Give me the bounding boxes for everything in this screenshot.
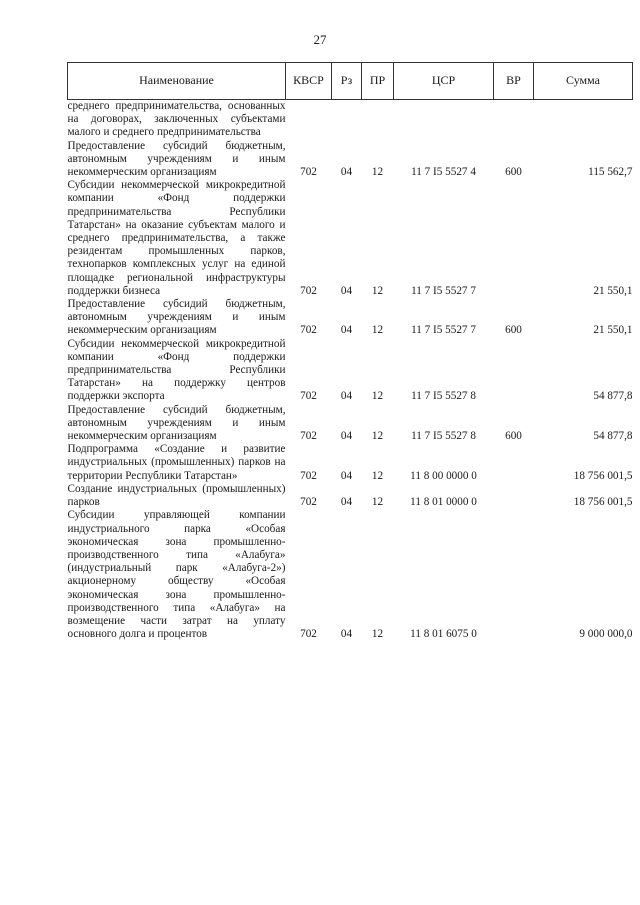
header-pr: ПР bbox=[362, 63, 394, 100]
cell-vr: 600 bbox=[505, 324, 522, 337]
page-number: 27 bbox=[313, 32, 327, 47]
cell-csr: 11 8 01 6075 0 bbox=[410, 628, 477, 641]
table-row bbox=[68, 100, 633, 140]
header-vr: ВР bbox=[494, 63, 534, 100]
cell-rz: 04 bbox=[340, 284, 353, 297]
cell-pr: 12 bbox=[371, 324, 384, 337]
cell-pr: 12 bbox=[371, 469, 384, 482]
cell-kvsr: 702 bbox=[300, 166, 317, 179]
cell-kvsr bbox=[286, 100, 332, 140]
cell-name: Субсидии некоммерческой микрокредитной компании «Фонд поддержки предпринимательства Республики Татарстан» на поддержку центров поддержки экспорта bbox=[67, 337, 286, 403]
cell-sum: 54 877,8 bbox=[593, 390, 633, 403]
cell-name: среднего предпринимательства, основанных на договорах, заключенных субъектами малого и среднего предпринимательства bbox=[67, 100, 286, 139]
table-row bbox=[68, 179, 633, 298]
table-header-row bbox=[68, 63, 633, 100]
cell-csr: 11 7 I5 5527 7 bbox=[411, 284, 476, 297]
cell-sum: 21 550,1 bbox=[593, 324, 633, 337]
table-row bbox=[68, 509, 633, 641]
cell-name: Подпрограмма «Создание и развитие индустриальных (промышленных) парков на территории Республики Татарстан» bbox=[67, 443, 286, 482]
cell-rz: 04 bbox=[340, 324, 353, 337]
cell-csr: 11 7 I5 5527 7 bbox=[411, 324, 476, 337]
cell-rz: 04 bbox=[340, 469, 353, 482]
cell-rz: 04 bbox=[340, 496, 353, 509]
cell-vr bbox=[494, 100, 534, 140]
cell-sum: 54 877,8 bbox=[593, 430, 633, 443]
cell-sum: 18 756 001,5 bbox=[573, 496, 633, 509]
cell-csr: 11 8 01 0000 0 bbox=[410, 496, 477, 509]
cell-name: Предоставление субсидий бюджетным, автономным учреждениям и иным некоммерческим организациям bbox=[67, 298, 286, 337]
cell-pr: 12 bbox=[371, 284, 384, 297]
cell-pr: 12 bbox=[371, 496, 384, 509]
cell-rz: 04 bbox=[340, 390, 353, 403]
cell-pr: 12 bbox=[371, 390, 384, 403]
cell-name: Предоставление субсидий бюджетным, автономным учреждениям и иным некоммерческим организациям bbox=[67, 139, 286, 179]
cell-kvsr: 702 bbox=[300, 390, 317, 403]
cell-csr: 11 8 00 0000 0 bbox=[410, 469, 477, 482]
cell-kvsr: 702 bbox=[300, 430, 317, 443]
cell-kvsr: 702 bbox=[300, 469, 317, 482]
table-row bbox=[68, 338, 633, 404]
cell-sum bbox=[534, 100, 633, 140]
table-row bbox=[68, 140, 633, 180]
table-row bbox=[68, 404, 633, 444]
cell-csr bbox=[394, 100, 494, 140]
cell-pr: 12 bbox=[371, 166, 384, 179]
header-name: Наименование bbox=[68, 63, 286, 100]
cell-kvsr: 702 bbox=[300, 324, 317, 337]
budget-table bbox=[67, 62, 633, 641]
cell-pr: 12 bbox=[371, 628, 384, 641]
cell-vr bbox=[494, 338, 534, 404]
cell-pr bbox=[362, 100, 394, 140]
cell-kvsr: 702 bbox=[300, 628, 317, 641]
cell-sum: 115 562,7 bbox=[588, 166, 633, 179]
cell-rz: 04 bbox=[340, 628, 353, 641]
cell-kvsr: 702 bbox=[300, 284, 317, 297]
cell-name: Субсидии некоммерческой микрокредитной компании «Фонд поддержки предпринимательства Республики Татарстан» на оказание субъектам малого и среднего предпринимательства, а также резидентам промышленных парков, технопарков комплексных услуг на единой площадке региональной инфраструктуры поддержки бизнеса bbox=[67, 179, 286, 297]
cell-vr: 600 bbox=[505, 166, 522, 179]
cell-vr bbox=[494, 443, 534, 483]
header-sum: Сумма bbox=[534, 63, 633, 100]
cell-vr bbox=[494, 179, 534, 298]
cell-vr bbox=[494, 483, 534, 509]
cell-kvsr: 702 bbox=[300, 496, 317, 509]
header-kvsr: КВСР bbox=[286, 63, 332, 100]
cell-name: Создание индустриальных (промышленных) парков bbox=[67, 482, 286, 509]
table-row bbox=[68, 443, 633, 483]
cell-pr: 12 bbox=[371, 430, 384, 443]
cell-vr bbox=[494, 509, 534, 641]
cell-csr: 11 7 I5 5527 8 bbox=[411, 390, 476, 403]
cell-vr: 600 bbox=[505, 430, 522, 443]
table-row bbox=[68, 483, 633, 509]
cell-sum: 9 000 000,0 bbox=[579, 628, 633, 641]
cell-sum: 21 550,1 bbox=[593, 284, 633, 297]
cell-rz bbox=[332, 100, 362, 140]
header-csr: ЦСР bbox=[394, 63, 494, 100]
cell-name: Субсидии управляющей компании индустриального парка «Особая экономическая зона промышленно-производственного типа «Алабуга» (индустриальный парк «Алабуга-2») акционерному обществу «Особая экономическая зона промышленно-производственного типа «Алабуга» на возмещение части затрат на уплату основного долга и процентов bbox=[67, 509, 286, 641]
cell-rz: 04 bbox=[340, 430, 353, 443]
cell-name: Предоставление субсидий бюджетным, автономным учреждениям и иным некоммерческим организациям bbox=[67, 403, 286, 443]
cell-csr: 11 7 I5 5527 8 bbox=[411, 430, 476, 443]
header-rz: Рз bbox=[332, 63, 362, 100]
table-row bbox=[68, 298, 633, 338]
cell-csr: 11 7 I5 5527 4 bbox=[411, 166, 476, 179]
cell-sum: 18 756 001,5 bbox=[573, 469, 633, 482]
cell-rz: 04 bbox=[340, 166, 353, 179]
